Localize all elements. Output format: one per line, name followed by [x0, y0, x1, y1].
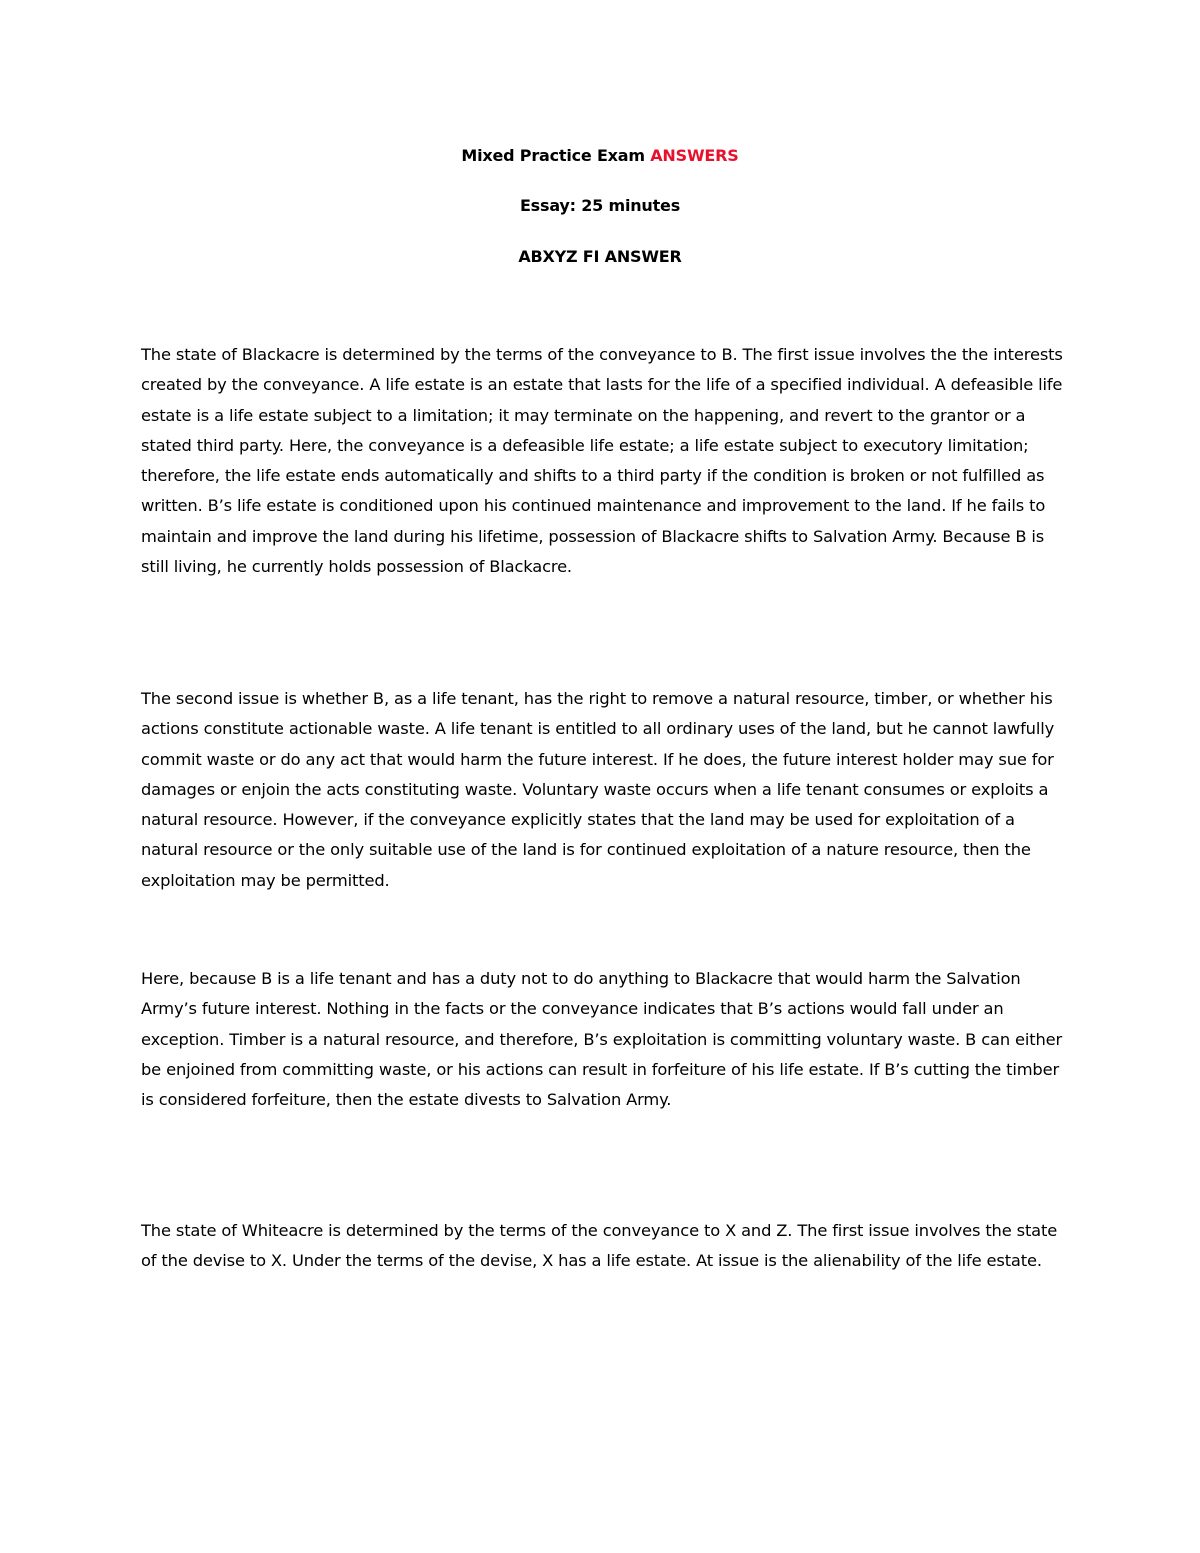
essay-time-subtitle: Essay: 25 minutes: [519, 196, 681, 215]
paragraph-waste-rule: The second issue is whether B, as a life tenant, has the right to remove a natural resource, timber, or whether his actions constitute actionable waste. A life tenant is entitled to all ordinary uses of the land, but he cannot lawfully commit waste or do any act that would harm the future interest. If he does, the future interest holder may sue for damages or enjoin the acts constituting waste. Voluntary waste occurs when a life tenant consumes or exploits a natural resource. However, if the conveyance explicitly states that the land may be used for exploitation of a natural resource or the only suitable use of the land is for continued exploitation of a nature resource, then the exploitation may be permitted.: [141, 689, 1055, 890]
paragraph-waste-application: Here, because B is a life tenant and has a duty not to do anything to Blackacre that would harm the Salvation Army’s future interest. Nothing in the facts or the conveyance indicates that B’s actions would fall under an exception. Timber is a natural resource, and therefore, B’s exploitation is committing voluntary waste. B can either be enjoined from committing waste, or his actions can result in forfeiture of his life estate. If B’s cutting the timber is considered forfeiture, then the estate divests to Salvation Army.: [141, 969, 1063, 1110]
paragraph-whiteacre: The state of Whiteacre is determined by the terms of the conveyance to X and Z. The first issue involves the state of the devise to X. Under the terms of the devise, X has a life estate. At issue is the alienability of the life estate.: [141, 1221, 1058, 1271]
title-text: Mixed Practice Exam: [461, 146, 651, 165]
document-title: [0, 146, 1200, 166]
paragraph-blackacre-interests: The state of Blackacre is determined by the terms of the conveyance to B. The first issue involves the the interests created by the conveyance. A life estate is an estate that lasts for the life of a specified individual. A defeasible life estate is a life estate subject to a limitation; it may terminate on the happening, and revert to the grantor or a stated third party. Here, the conveyance is a defeasible life estate; a life estate subject to executory limitation; therefore, the life estate ends automatically and shifts to a third party if the condition is broken or not fulfilled as written. B’s life estate is conditioned upon his continued maintenance and improvement to the land. If he fails to maintain and improve the land during his lifetime, possession of Blackacre shifts to Salvation Army. Because B is still living, he currently holds possession of Blackacre.: [141, 345, 1063, 577]
section-heading: ABXYZ FI ANSWER: [518, 247, 682, 266]
title-answers-highlight: ANSWERS: [650, 146, 739, 165]
